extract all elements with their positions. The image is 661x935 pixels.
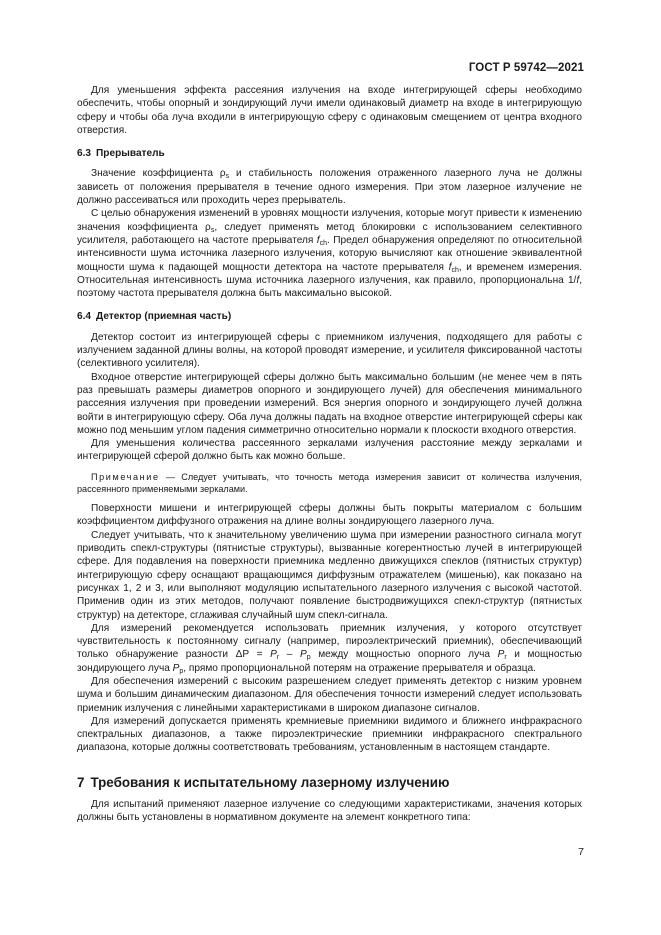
section-title: Детектор (приемная часть): [96, 311, 232, 323]
section-title: Прерыватель: [96, 148, 165, 160]
note-text: — Следует учитывать, что точность метода измерения зависит от количества излучения, рассеянного применяемыми зеркалами.: [77, 471, 582, 494]
section-heading-6-3: [77, 147, 582, 160]
page-number: 7: [578, 846, 584, 858]
paragraph: Для испытаний применяют лазерное излучение со следующими характеристиками, значения которых должны быть установлены в нормативном документе на элемент конкретного типа:: [77, 798, 582, 824]
section-title: Требования к испытательному лазерному излучению: [90, 774, 450, 790]
document-body: [77, 84, 582, 824]
paragraph: Для уменьшения количества рассеянного зеркалами излучения расстояние между зеркалами и интегрирующей сферой должно быть как можно больше.: [77, 438, 582, 463]
paragraph: Значение коэффициента $\rho_s$ и стабильность положения отраженного лазерного луча не должны зависеть от положения прерывателя в течение одного измерения. При этом лазерное излучение не должно рассеиваться или проходить через прерыватель.: [77, 168, 582, 207]
note-label: Примечание: [91, 471, 160, 482]
paragraph: Для обеспечения измерений с высоким разрешением следует применять детектор с низким уровнем шума и большим динамическим диапазоном. Для обеспечения точности измерений следует использовать приемник излучения с линейными характеристиками в широком диапазоне сигналов.: [77, 675, 582, 714]
paragraph: Входное отверстие интегрирующей сферы должно быть максимально большим (не менее чем в пять раз превышать размеры диаметров опорного и зондирующего лучей) для обеспечения минимального рассеяния излучения при проведении измерений. Вся энергия опорного и зондирующего лучей должна войти в интегрирующую сферу. Оба луча должны падать на входное отверстие интегрирующей сферы как можно под меньшим углом падения симметрично относительно нормали к плоскости входного отверстия.: [77, 371, 582, 436]
paragraph: Для уменьшения эффекта рассеяния излучения на входе интегрирующей сферы необходимо обеспечить, чтобы опорный и зондирующий лучи имели одинаковый диаметр на входе в интегрирующую сферу и чтобы оба луча входили в интегрирующую сферу с одинаковым смещением от центра входного отверстия.: [77, 85, 582, 136]
paragraph: Для измерений рекомендуется использовать приемник излучения, у которого отсутствует чувствительность к постоянному сигналу (например, пироэлектрический приемник), обеспечивающий только обнаружение разности $\Delta Р = P_r - P_p$ между мощностью опорного луча $P_r$ и мощностью зондирующего луча $P_p$, прямо пропорциональной потерям на отражение прерывателя и образца.: [77, 622, 582, 675]
section-number: 7: [77, 774, 85, 790]
paragraph: Поверхности мишени и интегрирующей сферы должны быть покрыты материалом с большим коэффициентом диффузного отражения на длине волны зондирующего лазерного луча.: [77, 503, 582, 528]
paragraph: С целью обнаружения изменений в уровнях мощности излучения, которые могут привести к изменению значения коэффициента $\rho_s$, следует применять метод блокировки с использованием селективного усилителя, работающего на частоте прерывателя $f_{ch}$. Предел обнаружения определяют по относительной интенсивности шума источника лазерного излучения, которую вычисляют как отношение эквивалентной мощности шума к падающей мощности детектора на частоте прерывателя $f_{ch}$, и временем измерения. Относительная интенсивность шума источника лазерного излучения, как правило, пропорциональна 1/f, поэтому частота прерывателя должна быть максимально высокой.: [77, 208, 582, 300]
note: [77, 471, 582, 495]
section-heading-6-4: [77, 310, 582, 323]
paragraph: Для измерений допускается применять кремниевые приемники видимого и ближнего инфракрасного спектральных диапазонов, а также пироэлектрические приемники инфракрасного спектрального диапазона, которые должны соответствовать требованиям, установленным в настоящем стандарте.: [77, 715, 582, 754]
section-number: 6.4: [77, 311, 92, 323]
section-heading-7: [77, 774, 582, 791]
paragraph: Детектор состоит из интегрирующей сферы с приемником излучения, подходящего для работы с излучением заданной длины волны, на которой проводят измерение, и усилителя фиксированной частоты (селективного усилителя).: [77, 331, 582, 370]
section-number: 6.3: [77, 148, 92, 160]
standard-number: ГОСТ Р 59742—2021: [468, 62, 584, 74]
paragraph: Следует учитывать, что к значительному увеличению шума при измерении разностного сигнала могут приводить спекл-структуры (пятнистые структуры), вызванные когерентностью лучей в интегрирующей сфере. Для подавления на поверхности приемника медленно движущихся спеклов (пятнистых структур) интегрирующую сферу оснащают вращающимся диффузным отражателем (мишенью), как показано на рисунках 1, 2 и 3, или выполняют модуляцию испытательного лазерного излучения с высокой частотой. Применив один из этих методов, получают появление быстродвижущихся спекл-структур (пятнистых структур) на детекторе, сглаживая случайный шум спекл-сигнала.: [77, 529, 582, 621]
